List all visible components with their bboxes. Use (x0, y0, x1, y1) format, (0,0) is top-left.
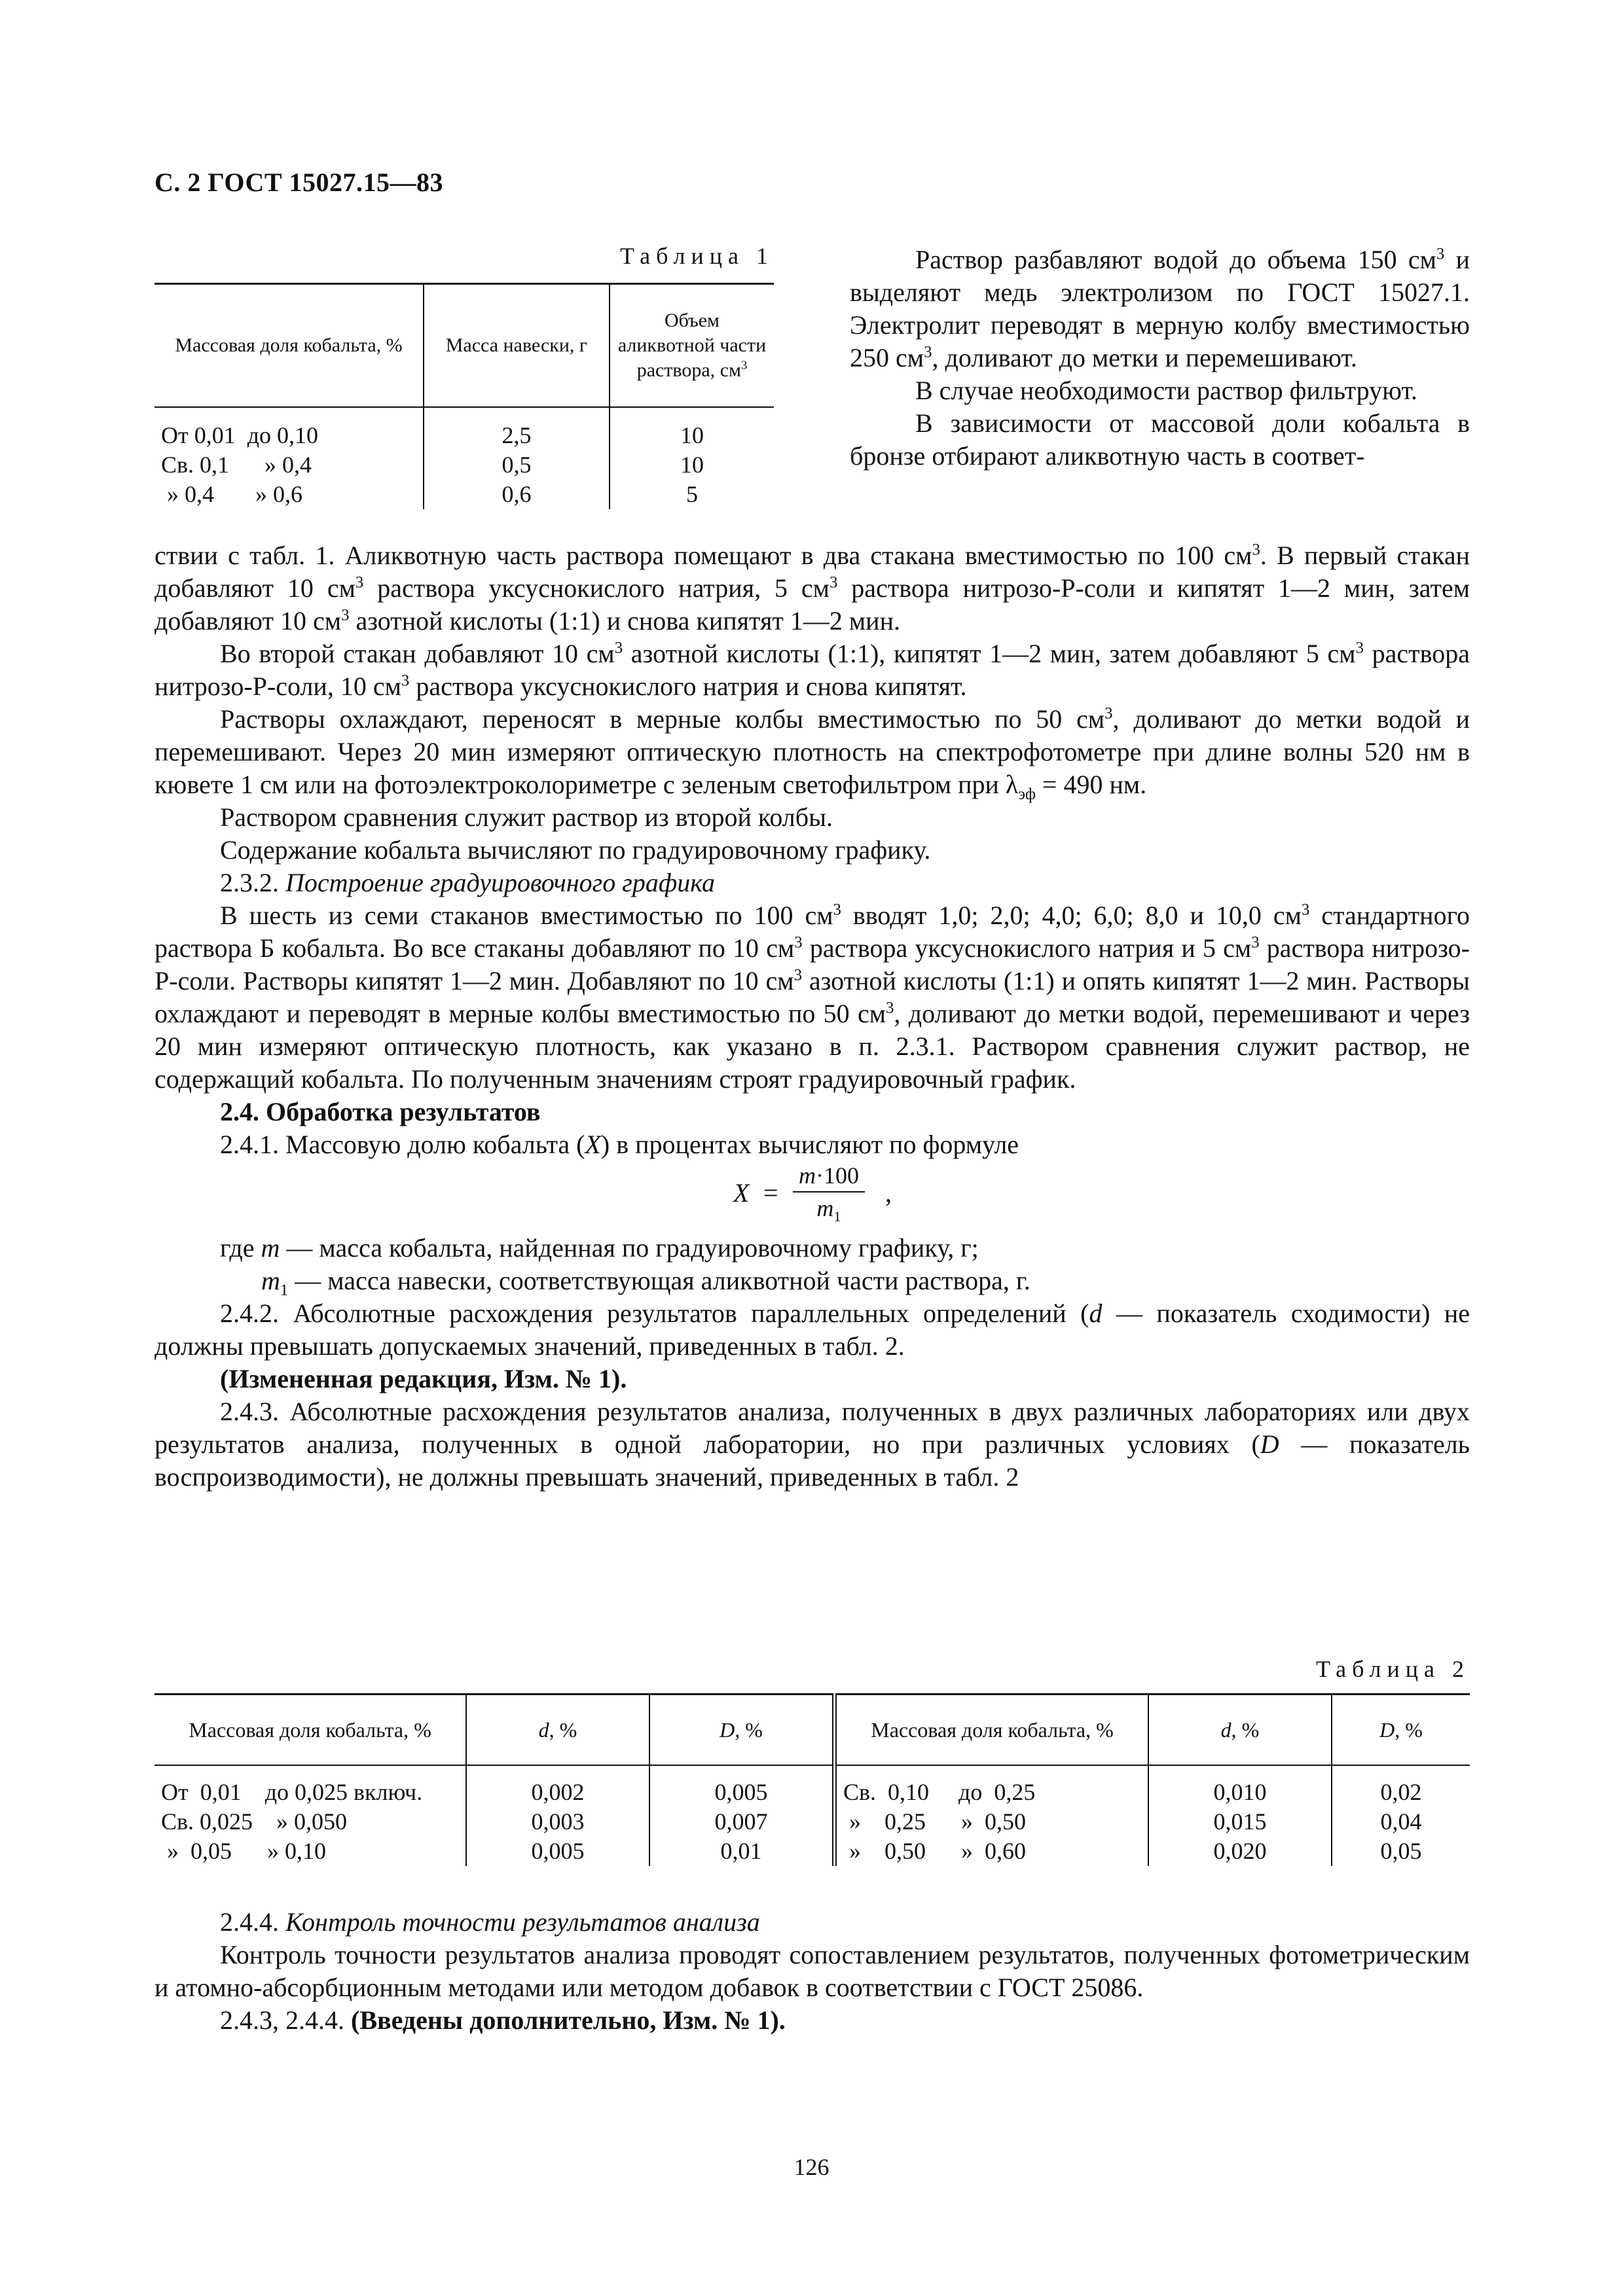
table1 (155, 283, 774, 509)
table2-caption: Таблица 2 (1316, 1656, 1470, 1682)
paragraph: Растворы охлаждают, переносят в мерные колбы вместимостью по 50 $см^3$, доливают до метки водой и перемешивают. Через 20 мин измеряют оптическую плотность на спектрофотометре при длине волны 520 нм в кювете 1 см или на фотоэлектроколориметре с зеленым светофильтром при $\lambda_{эф} = 490$ нм. (155, 704, 1470, 803)
table-cell: 0,01 (649, 1837, 835, 1866)
paragraph: Во второй стакан добавляют 10 $см^3$ азотной кислоты (1:1), кипятят 1—2 мин, затем добавляют 5 $см^3$ раствора нитрозо-Р-соли, 10 $см^3$ раствора уксуснокислого натрия и снова кипятят. (155, 639, 1470, 701)
table2-header-cell: Массовая доля кобальта, % (155, 1695, 466, 1766)
page-header: С. 2 ГОСТ 15027.15—83 (155, 168, 444, 197)
table-cell: 0,010 (1148, 1765, 1332, 1807)
table-cell: Св. 0,1 » 0,4 (161, 452, 312, 478)
section-heading: 2.3.2. Построение градуировочного графика (220, 868, 715, 897)
table1-caption: Таблица 1 (620, 243, 774, 269)
table2-header-cell: Массовая доля кобальта, % (835, 1695, 1149, 1766)
table-cell: » 0,25 » 0,50 (835, 1807, 1149, 1837)
closing-text (155, 1906, 1470, 2037)
table1-header-cell: Объем аликвотной части раствора, $см^3$ (610, 284, 774, 408)
table-cell: Св. 0,025 » 0,050 (161, 1808, 348, 1835)
table-cell: 2,5 (424, 407, 610, 450)
paragraph: Раствор разбавляют водой до объема 150 $см^3$ и выделяют медь электролизом по ГОСТ 15027.1. Электролит переводят в мерную колбу вместимостью 250 $см^3$, доливают до метки и перемешивают. (850, 245, 1470, 372)
table-row (155, 450, 774, 480)
formula-comma: , (885, 1178, 892, 1208)
paragraph: Контроль точности результатов анализа проводят сопоставлением результатов, полученных фотометрическим и атомно-абсорбционным методами или методом добавок в соответствии с ГОСТ 25086. (155, 1940, 1470, 2002)
table1-header-cell: Массовая доля кобальта, % (155, 284, 424, 408)
table1-header-row (155, 284, 774, 408)
table-cell: 0,05 (1332, 1837, 1470, 1866)
table2-header-cell: d, % (1148, 1695, 1332, 1766)
table-cell: 10 (610, 407, 774, 450)
table2-header-cell: D, % (649, 1695, 835, 1766)
table-cell: От 0,01 до 0,025 включ. (161, 1779, 423, 1805)
paragraph: Содержание кобальта вычисляют по градуировочному графику. (220, 835, 931, 865)
section-heading: 2.4. Обработка результатов (220, 1097, 541, 1126)
table-cell: 0,04 (1332, 1807, 1470, 1837)
amendment-note: (Измененная редакция, Изм. № 1). (220, 1364, 627, 1393)
table-cell: 0,5 (424, 450, 610, 480)
table-row (155, 1837, 1470, 1866)
paragraph: В случае необходимости раствор фильтруют. (915, 376, 1417, 405)
table2-header-cell: D, % (1332, 1695, 1470, 1766)
table-cell: 0,020 (1148, 1837, 1332, 1866)
table-cell: » 0,50 » 0,60 (835, 1837, 1149, 1866)
table-cell: 0,005 (649, 1765, 835, 1807)
right-column-text (850, 243, 1470, 473)
formula-fraction (793, 1161, 865, 1223)
table-cell: 0,003 (466, 1807, 649, 1837)
table-cell: От 0,01 до 0,10 (161, 422, 319, 448)
table-row (155, 1765, 1470, 1807)
table2-header-cell: d, % (466, 1695, 649, 1766)
paragraph: 2.4.2. Абсолютные расхождения результатов параллельных определений (d — показатель сходимости) не должны превышать допускаемых значений, приведенных в табл. 2. (155, 1299, 1470, 1361)
table-cell: 0,6 (424, 480, 610, 509)
table-row (155, 407, 774, 450)
formula-equals: = (763, 1178, 778, 1208)
body-text (155, 539, 1470, 1494)
page-number: 126 (793, 2154, 830, 2180)
table-row (155, 1807, 1470, 1837)
amendment-note: 2.4.3, 2.4.4. (Введены дополнительно, Изм. № 1). (220, 2005, 786, 2035)
table-row (155, 480, 774, 509)
table2 (155, 1693, 1470, 1866)
table-cell: 5 (610, 480, 774, 509)
table-cell: » 0,4 » 0,6 (161, 481, 302, 507)
formula-lhs: X (733, 1178, 750, 1208)
table-cell: 0,002 (466, 1765, 649, 1807)
table-cell: 0,015 (1148, 1807, 1332, 1837)
section-heading: 2.4.4. Контроль точности результатов анализа (220, 1907, 760, 1937)
paragraph: Раствором сравнения служит раствор из второй колбы. (220, 802, 833, 832)
formula-numerator: m·100 (793, 1161, 865, 1193)
table2-header-row (155, 1695, 1470, 1766)
table-cell: 0,007 (649, 1807, 835, 1837)
table-cell: 0,02 (1332, 1765, 1470, 1807)
paragraph: 2.4.1. Массовую долю кобальта (X) в процентах вычисляют по формуле (220, 1130, 1019, 1159)
variable-definition: $m_1$ — масса навески, соответствующая аликвотной части раствора, г. (261, 1266, 1030, 1299)
paragraph: 2.4.3. Абсолютные расхождения результатов анализа, полученных в двух различных лабораториях или двух результатов анализа, полученных в одной лаборатории, но при различных условиях (D — показатель воспроизводимости), не должны превышать значений, приведенных в табл. 2 (155, 1397, 1470, 1492)
paragraph: В шесть из семи стаканов вместимостью по 100 $см^3$ вводят 1,0; 2,0; 4,0; 6,0; 8,0 и 10,0 $см^3$ стандартного раствора Б кобальта. Во все стаканы добавляют по 10 $см^3$ раствора уксуснокислого натрия и 5 $см^3$ раствора нитрозо-Р-соли. Растворы кипятят 1—2 мин. Добавляют по 10 $см^3$ азотной кислоты (1:1) и опять кипятят 1—2 мин. Растворы охлаждают и переводят в мерные колбы вместимостью по 50 $см^3$, доливают до метки водой, перемешивают и через 20 мин измеряют оптическую плотность, как указано в п. 2.3.1. Раствором сравнения служит раствор, не содержащий кобальта. По полученным значениям строят градуировочный график. (155, 901, 1470, 1094)
paragraph: В зависимости от массовой доли кобальта в бронзе отбирают аликвотную часть в соответ- (850, 408, 1470, 471)
table-cell: » 0,05 » 0,10 (161, 1838, 326, 1864)
table1-header-cell: Масса навески, г (424, 284, 610, 408)
table-cell: Св. 0,10 до 0,25 (835, 1765, 1149, 1807)
formula (155, 1161, 1470, 1232)
paragraph: ствии с табл. 1. Аликвотную часть раствора помещают в два стакана вместимостью по 100 $см^3$. В первый стакан добавляют 10 $см^3$ раствора уксуснокислого натрия, 5 $см^3$ раствора нитрозо-Р-соли и кипятят 1—2 мин, затем добавляют 10 $см^3$ азотной кислоты (1:1) и снова кипятят 1—2 мин. (155, 541, 1470, 636)
formula-denominator: $m_1$ (816, 1195, 841, 1225)
table-cell: 10 (610, 450, 774, 480)
variable-definition: где m — масса кобальта, найденная по градуировочному графику, г; (220, 1233, 979, 1263)
table-cell: 0,005 (466, 1837, 649, 1866)
